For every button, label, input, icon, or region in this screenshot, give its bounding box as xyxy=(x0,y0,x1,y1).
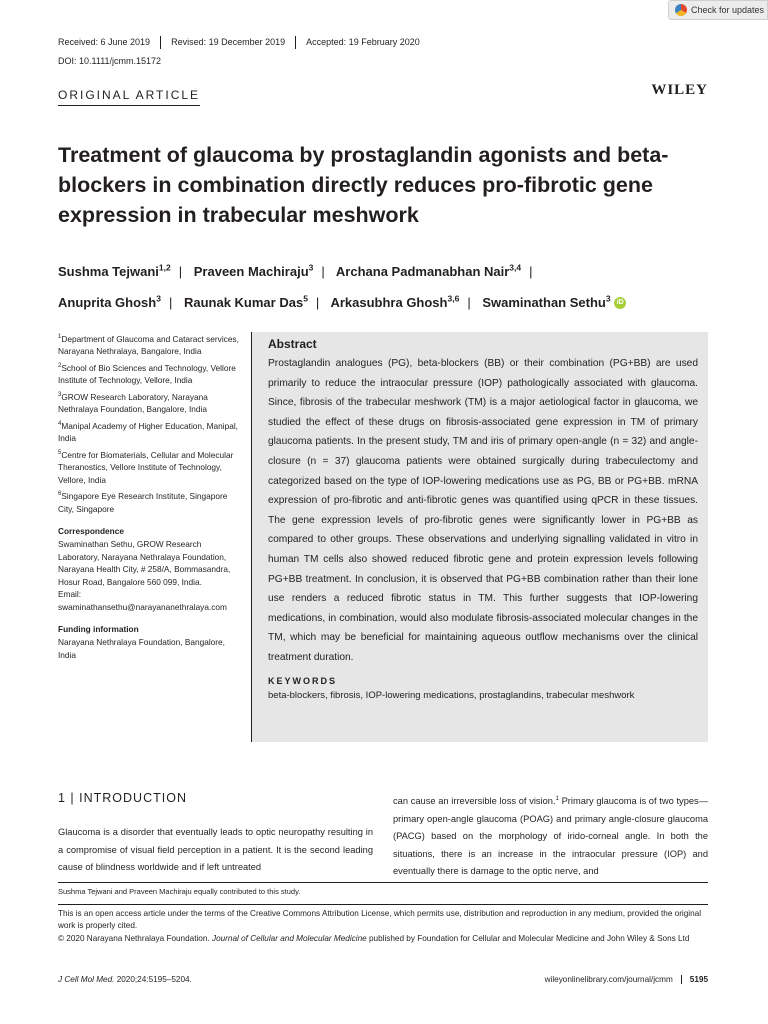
funding-text: Narayana Nethralaya Foundation, Bangalore, India xyxy=(58,637,225,660)
affiliation: $^6$Singapore Eye Research Institute, Singapore City, Singapore xyxy=(58,491,228,514)
footnote: Sushma Tejwani and Praveen Machiraju equally contributed to this study. xyxy=(58,887,301,896)
doi[interactable]: DOI: 10.1111/jcmm.15172 xyxy=(58,56,162,66)
received-date: Received: 6 June 2019 xyxy=(58,36,161,49)
license-text: This is an open access article under the terms of the Creative Commons Attribution License, which permits use, distribution and reproduction in any medium, provided the original work is properly cited. xyxy=(58,909,702,931)
intro-left-column: Glaucoma is a disorder that eventually leads to optic neuropathy resulting in a compromise of visual field perception in a patient. It is the second leading cause of blindness worldwide and if left untreated xyxy=(58,827,373,872)
section-heading: 1 | INTRODUCTION xyxy=(58,791,187,805)
abstract-text: Prostaglandin analogues (PG), beta-blockers (BB) or their combination (PG+BB) are used primarily to reduce the intraocular pressure (IOP) pathologically associated with glaucoma. Since, fibrosis of the trabecular meshwork (TM) is a major aetiological factor in glaucoma, we studied the effect of these drugs on fibrosis-associated gene expression in TM of primary glaucoma patients. In the present study, TM and iris of primary open-angle (n = 32) and angle-closure (n = 37) glaucoma patients were obtained surgically during trabeculectomy and categorized based on the type of IOP-lowering medications use as PG, BB or PG+BB. mRNA expression of pro-fibrotic and anti-fibrotic genes was quantified using qPCR in these tissues. The gene expression levels of pro-fibrotic genes were significantly lower in PG+BB as compared to other groups. These observations and underlying signalling validated in vitro in human TM cells also showed reduced fibrotic gene and protein expression levels following PG+BB treatment. In conclusion, it is observed that PG+BB combination rather than their lone use renders a reduced fibrotic status in TM. This further suggests that IOP-lowering medications, in combination, would also modulate fibrosis-associated molecular changes in the TM, which may be beneficial for maintaining aqueous outflow mechanisms over the clinical treatment duration. xyxy=(268,358,698,663)
article-title: Treatment of glaucoma by prostaglandin agonists and beta-blockers in combination directly reduces pro-fibrotic gene expression in trabecular meshwork xyxy=(58,143,669,227)
correspondence-text: Swaminathan Sethu, GROW Research Laboratory, Narayana Nethralaya Foundation, Narayana Health City, # 258/A, Bommasandra, Hosur Road, Bangalore 560 099, India. xyxy=(58,538,231,587)
copyright-text: © 2020 Narayana Nethralaya Foundation. Journal of Cellular and Molecular Medicine published by Foundation for Cellular and Molecular Medicine and John Wiley & Sons Ltd xyxy=(58,933,690,943)
license-block xyxy=(58,908,708,945)
check-for-updates-button[interactable] xyxy=(668,0,768,20)
article-dates xyxy=(58,36,430,49)
check-for-updates-label: Check for updates xyxy=(691,5,765,15)
affiliations-column xyxy=(58,331,243,661)
abstract-box xyxy=(251,332,708,742)
funding-heading: Funding information xyxy=(58,624,139,635)
crossmark-icon xyxy=(675,4,687,16)
correspondence-heading: Correspondence xyxy=(58,526,124,537)
author[interactable]: Sushma Tejwani$^{1,2}$ xyxy=(58,263,171,280)
intro-right-column: can cause an irreversible loss of vision.$^1$ Primary glaucoma is of two types—primary open-angle glaucoma (POAG) and primary angle-closure glaucoma (PACG) based on the morphology of irido-corneal angle. In both the situations, there is an increase in the intraocular pressure (IOP) and eventually there is damage to the optic nerve, and xyxy=(393,796,708,877)
author[interactable]: Raunak Kumar Das$^5$ xyxy=(183,293,308,310)
author[interactable]: Archana Padmanabhan Nair$^{3,4}$ xyxy=(335,263,522,280)
correspondence-email[interactable]: Email: swaminathansethu@narayananethralaya.com xyxy=(58,589,227,612)
author[interactable]: Swaminathan Sethu$^3$ xyxy=(482,293,611,310)
divider xyxy=(58,882,708,883)
author[interactable]: Arkasubhra Ghosh$^{3,6}$ xyxy=(330,293,460,310)
author[interactable]: Anuprita Ghosh$^3$ xyxy=(58,293,161,310)
citation: J Cell Mol Med. 2020;24:5195–5204. xyxy=(58,975,192,984)
orcid-icon[interactable]: iD xyxy=(614,297,626,309)
affiliation: $^3$GROW Research Laboratory, Narayana Nethralaya Foundation, Bangalore, India xyxy=(58,391,208,415)
page-number: 5195 xyxy=(681,975,708,984)
author-list: Sushma Tejwani$^{1,2}$ | Praveen Machiraju$^3$ | Archana Padmanabhan Nair$^{3,4}$ | Anuprita Ghosh$^3$ | Raunak Kumar Das$^5$ | Arkasubhra Ghosh$^{3,6}$ | Swaminathan Sethu$^3$ iD xyxy=(58,255,718,316)
affiliation: $^2$School of Bio Sciences and Technology, Vellore Institute of Technology, Vellore, India xyxy=(58,362,236,386)
publisher-logo: WILEY xyxy=(651,82,708,98)
keywords-text: beta-blockers, fibrosis, IOP-lowering medications, prostaglandins, trabecular meshwork xyxy=(268,689,635,701)
author[interactable]: Praveen Machiraju$^3$ xyxy=(193,263,314,280)
affiliation: $^5$Centre for Biomaterials, Cellular and Molecular Theranostics, Vellore Institute of Technology, Vellore, India xyxy=(58,449,234,485)
footer-right xyxy=(545,975,708,984)
divider xyxy=(58,904,708,905)
affiliation: $^1$Department of Glaucoma and Cataract services, Narayana Nethralaya, Bangalore, India xyxy=(58,333,239,357)
section-label: ORIGINAL ARTICLE xyxy=(58,88,200,106)
journal-url[interactable]: wileyonlinelibrary.com/journal/jcmm xyxy=(544,975,673,984)
affiliation: $^4$Manipal Academy of Higher Education, Manipal, India xyxy=(58,420,238,444)
revised-date: Revised: 19 December 2019 xyxy=(161,36,296,49)
abstract-heading: Abstract xyxy=(268,337,317,351)
accepted-date: Accepted: 19 February 2020 xyxy=(306,37,420,47)
keywords-heading: KEYWORDS xyxy=(268,675,338,686)
